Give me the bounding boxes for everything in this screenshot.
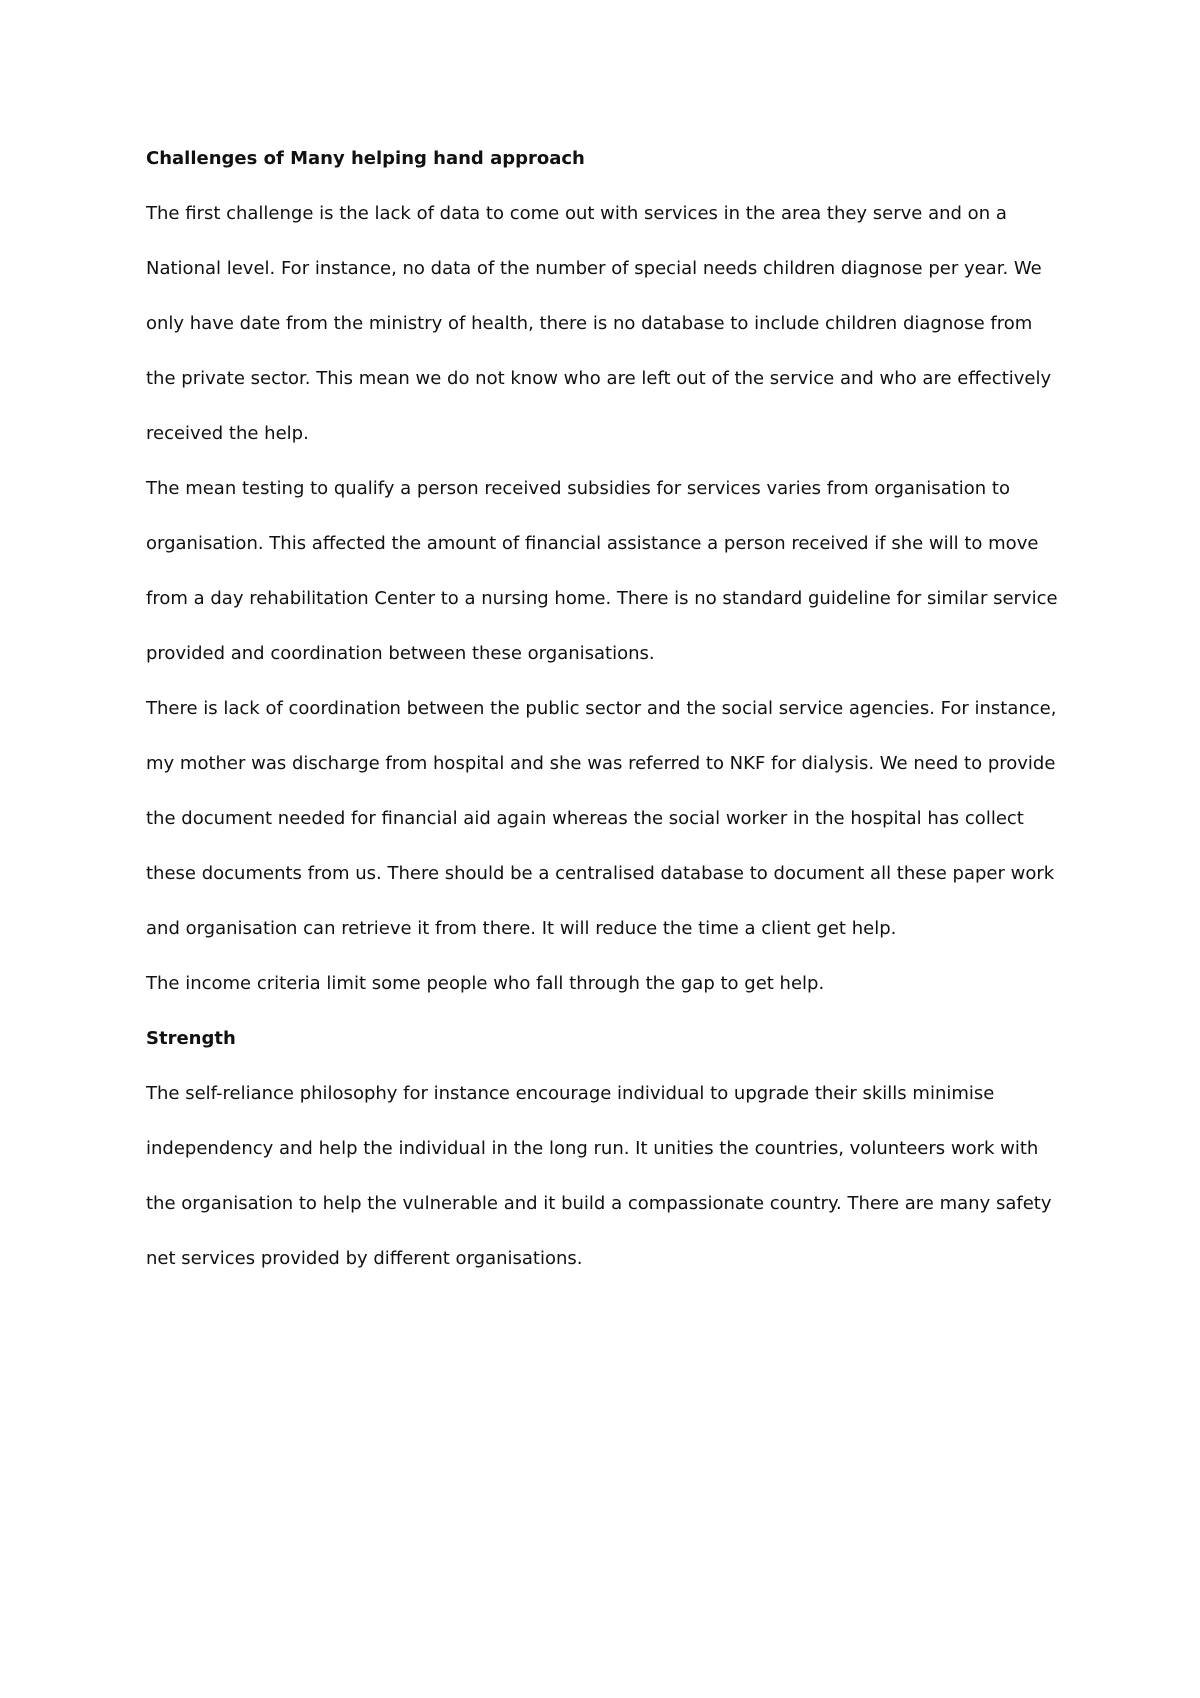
- text-line: The self-reliance philosophy for instance encourage individual to upgrade their skills minimise: [146, 1083, 995, 1104]
- text-line: only have date from the ministry of health, there is no database to include children diagnose from: [146, 313, 1033, 334]
- text-line: The first challenge is the lack of data to come out with services in the area they serve and on a: [146, 203, 1007, 224]
- section-heading-challenges: Challenges of Many helping hand approach: [146, 148, 585, 169]
- section-heading-strength: Strength: [146, 1028, 236, 1049]
- text-line: net services provided by different organisations.: [146, 1248, 583, 1269]
- text-line: these documents from us. There should be a centralised database to document all these paper work: [146, 863, 1055, 884]
- text-line: from a day rehabilitation Center to a nursing home. There is no standard guideline for similar service: [146, 588, 1058, 609]
- text-line: independency and help the individual in the long run. It unities the countries, volunteers work with: [146, 1138, 1039, 1159]
- text-line: National level. For instance, no data of the number of special needs children diagnose per year. We: [146, 258, 1042, 279]
- text-line: and organisation can retrieve it from there. It will reduce the time a client get help.: [146, 918, 897, 939]
- text-line: the private sector. This mean we do not know who are left out of the service and who are effectively: [146, 368, 1052, 389]
- text-line: organisation. This affected the amount of financial assistance a person received if she will to move: [146, 533, 1039, 554]
- text-line: the document needed for financial aid again whereas the social worker in the hospital has collect: [146, 808, 1024, 829]
- document-body: [146, 147, 1066, 1302]
- text-line: provided and coordination between these organisations.: [146, 643, 655, 664]
- text-line: The mean testing to qualify a person received subsidies for services varies from organisation to: [146, 478, 1010, 499]
- text-line: The income criteria limit some people who fall through the gap to get help.: [146, 973, 825, 994]
- text-line: my mother was discharge from hospital and she was referred to NKF for dialysis. We need to provide: [146, 753, 1056, 774]
- text-line: received the help.: [146, 423, 309, 444]
- text-line: There is lack of coordination between the public sector and the social service agencies. For instance,: [146, 698, 1057, 719]
- text-line: the organisation to help the vulnerable and it build a compassionate country. There are many safety: [146, 1193, 1052, 1214]
